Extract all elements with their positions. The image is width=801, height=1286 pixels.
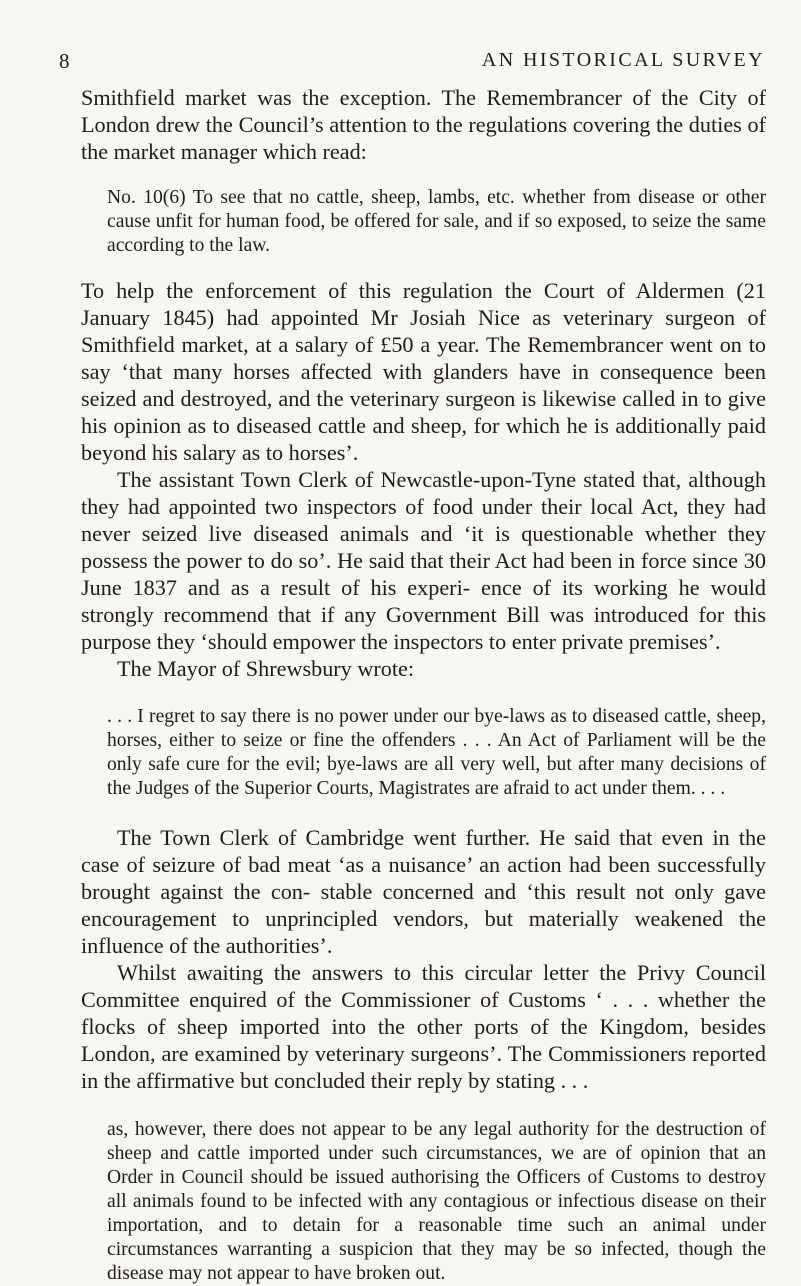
running-title: AN HISTORICAL SURVEY — [481, 49, 765, 71]
page-body — [81, 84, 766, 1286]
paragraph-aldermen: To help the enforcement of this regulation the Court of Aldermen (21 January 1845) had appointed Mr Josiah Nice as veterinary surgeon of Smithfield market, at a salary of £50 a year. The Remembrancer went on to say ‘that many horses affected with glanders have in consequence been seized and destroyed, and the veterinary surgeon is likewise called in to give his opinion as to diseased cattle and sheep, for which he is additionally paid beyond his salary as to horses’. — [81, 278, 766, 465]
paragraph-privy-council: Whilst awaiting the answers to this circular letter the Privy Council Committee enquired of the Commissioner of Customs ‘ . . . whether the flocks of sheep imported into the other ports of the Kingdom, besides London, are examined by veterinary surgeons’. The Commissioners reported in the affirmative but concluded their reply by stating . . . — [81, 960, 766, 1093]
paragraph-newcastle: The assistant Town Clerk of Newcastle-upon-Tyne stated that, although they had appointed two inspectors of food under their local Act, they had never seized live diseased animals and ‘it is questionable whether they possess the power to do so’. He said that their Act had been in force since 30 June 1837 and as a result of his experi- ence of its working he would strongly recommend that if any Government Bill was introduced for this purpose they ‘should empower the inspectors to enter private premises’. — [81, 467, 766, 654]
regulation-extract: No. 10(6) To see that no cattle, sheep, lambs, etc. whether from disease or other cause unfit for human food, be offered for sale, and if so exposed, to seize the same according to the law. — [107, 187, 766, 256]
paragraph-cambridge: The Town Clerk of Cambridge went further. He said that even in the case of seizure of bad meat ‘as a nuisance’ an action had been successfully brought against the con- stable concerned and ‘this result not only gave encouragement to unprincipled vendors, but materially weakened the influence of the authorities’. — [81, 825, 766, 958]
customs-quote: as, however, there does not appear to be any legal authority for the destruction of sheep and cattle imported under such circumstances, we are of opinion that an Order in Council should be issued authorising the Officers of Customs to destroy all animals found to be infected with any contagious or infectious disease on their importation, and to detain for a reasonable time such an animal under circumstances warranting a suspicion that they may be so infected, though the disease may not appear to have broken out. — [107, 1119, 766, 1284]
paragraph-shrewsbury-intro: The Mayor of Shrewsbury wrote: — [117, 656, 414, 681]
page-number: 8 — [59, 49, 71, 73]
shrewsbury-quote: . . . I regret to say there is no power under our bye-laws as to diseased cattle, sheep, horses, either to seize or fine the offenders . . . An Act of Parliament will be the only safe cure for the evil; bye-laws are all very well, but after many decisions of the Judges of the Superior Courts, Magistrates are afraid to act under them. . . . — [107, 706, 766, 799]
paragraph-smithfield: Smithfield market was the exception. The Remembrancer of the City of London drew the Council’s attention to the regulations covering the duties of the market manager which read: — [81, 85, 766, 164]
running-head — [59, 49, 765, 75]
